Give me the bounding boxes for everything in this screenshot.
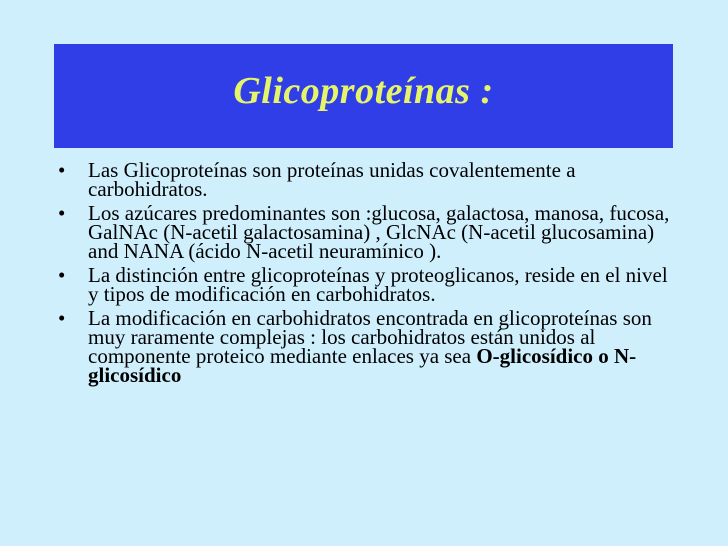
bullet-text: La modificación en carbohidratos encontrada en glicoproteínas son muy raramente complejas : los carbohidratos están unidos al componente proteico mediante enlaces ya sea bbox=[88, 306, 652, 368]
bullet-list bbox=[55, 158, 675, 390]
bullet-icon: • bbox=[58, 158, 66, 182]
bullet-icon: • bbox=[58, 201, 66, 225]
bullet-item bbox=[55, 263, 675, 306]
bullet-text: Las Glicoproteínas son proteínas unidas covalentemente a carbohidratos. bbox=[88, 158, 576, 201]
title-box bbox=[54, 44, 673, 148]
bullet-item bbox=[55, 201, 675, 263]
bullet-bold-text: O-glicosídico o N-glicosídico bbox=[88, 344, 637, 387]
bullet-item bbox=[55, 158, 675, 201]
bullet-item bbox=[55, 306, 675, 387]
bullet-icon: • bbox=[58, 263, 66, 287]
slide-title: Glicoproteínas : bbox=[233, 70, 494, 112]
bullet-text: Los azúcares predominantes son :glucosa, galactosa, manosa, fucosa, GalNAc (N-acetil galactosamina) , GlcNAc (N-acetil glucosamina) and NANA (ácido N-acetil neuramínico ). bbox=[88, 201, 670, 263]
bullet-text: La distinción entre glicoproteínas y proteoglicanos, reside en el nivel y tipos de modificación en carbohidratos. bbox=[88, 263, 668, 306]
bullet-icon: • bbox=[58, 306, 66, 330]
